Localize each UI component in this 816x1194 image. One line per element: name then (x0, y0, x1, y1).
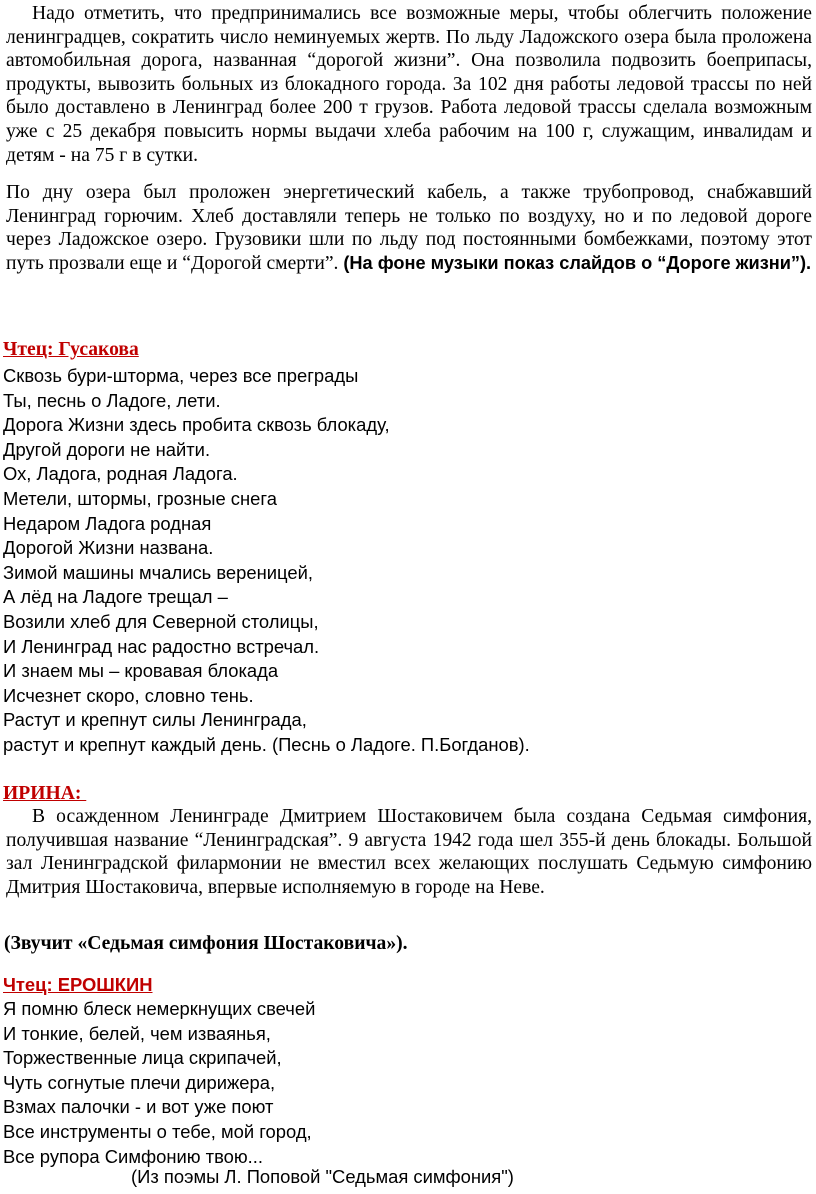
poem-line: И знаем мы – кровавая блокада (3, 660, 279, 682)
speaker-label-gusakova: Чтец: Гусакова (3, 339, 139, 360)
poem-line: Растут и крепнут силы Ленинграда, (3, 709, 307, 731)
poem-line: Возили хлеб для Северной столицы, (3, 610, 319, 632)
poem-source: (Из поэмы Л. Поповой "Седьмая симфония") (131, 1166, 514, 1187)
poem-eroshkin (3, 997, 315, 1169)
poem-line: Ох, Ладога, родная Ладога. (3, 463, 238, 485)
poem-line: Взмах палочки - и вот уже поют (3, 1096, 274, 1118)
speaker-label-irina: ИРИНА: (3, 783, 87, 804)
poem-line: Метели, штормы, грозные снега (3, 487, 277, 509)
poem-line: И Ленинград нас радостно встречал. (3, 635, 320, 657)
poem-line: Я помню блеск немеркнущих свечей (3, 998, 316, 1019)
stage-note: (На фоне музыки показ слайдов о “Дороге жизни”). (343, 252, 812, 273)
paragraph-text: Надо отметить, что предпринимались все возможные меры, чтобы облегчить положение ленинградцев, сократить число неминуемых жертв. По льду Ладожского озера была проложена автомобильная дорога, названная “дорогой жизни”. Она позволила подвозить боеприпасы, продукты, вывозить больных из блокадного города. За 102 дня работы ледовой трассы по ней было доставлено в Ленинград более 200 т грузов. Работа ледовой трассы сделала возможным уже с 25 декабря повысить нормы выдачи хлеба рабочим на 100 г, служащим, инвалидам и детям - на 75 г в сутки. (6, 3, 812, 166)
poem-line: А лёд на Ладоге трещал – (3, 586, 228, 608)
paragraph-text-2 (6, 181, 812, 275)
poem-line: Зимой машины мчались вереницей, (3, 561, 313, 583)
irina-paragraph (6, 805, 812, 899)
section-paragraph-1 (6, 2, 812, 167)
paragraph-text-3: В осажденном Ленинграде Дмитрием Шостаковичем была создана Седьмая симфония, получившая название “Ленинградская”. 9 августа 1942 года шел 355-й день блокады. Большой зал Ленинградской филармонии не вместил всех желающих послушать Седьмую симфонию Дмитрия Шостаковича, впервые исполняемую в городе на Неве. (6, 806, 812, 898)
paragraph-body: По дну озера был проложен энергетический кабель, а также трубопровод, снабжавший Ленинград горючим. Хлеб доставляли теперь не только по воздуху, но и по ледовой дороге через Ладожское озеро. Грузовики шли по льду под постоянными бомбежками, поэтому этот путь прозвали еще и “Дорогой смерти”. (6, 182, 812, 274)
speaker-label-eroshkin: Чтец: ЕРОШКИН (3, 974, 153, 995)
poem-line: Чуть согнутые плечи дирижера, (3, 1071, 276, 1093)
poem-line: Все инструменты о тебе, мой город, (3, 1120, 312, 1142)
stage-note-symphony: (Звучит «Седьмая симфония Шостаковича»). (4, 933, 408, 954)
section-paragraph-2 (6, 181, 812, 275)
poem-line: Исчезнет скоро, словно тень. (3, 684, 254, 706)
poem-line: Торжественные лица скрипачей, (3, 1047, 282, 1069)
poem-line: Все рупора Симфонию твою... (3, 1145, 263, 1167)
poem-line: растут и крепнут каждый день. (Песнь о Ладоге. П.Богданов). (3, 733, 530, 755)
poem-line: Дорога Жизни здесь пробита сквозь блокаду, (3, 414, 390, 436)
poem-line: Недаром Ладога родная (3, 512, 212, 534)
poem-line: И тонкие, белей, чем изваянья, (3, 1022, 271, 1044)
poem-line: Дорогой Жизни названа. (3, 537, 214, 559)
poem-line: Сквозь бури-шторма, через все преграды (3, 365, 359, 386)
poem-line: Ты, песнь о Ладоге, лети. (3, 389, 221, 411)
poem-gusakova (3, 364, 530, 758)
poem-line: Другой дороги не найти. (3, 438, 211, 460)
